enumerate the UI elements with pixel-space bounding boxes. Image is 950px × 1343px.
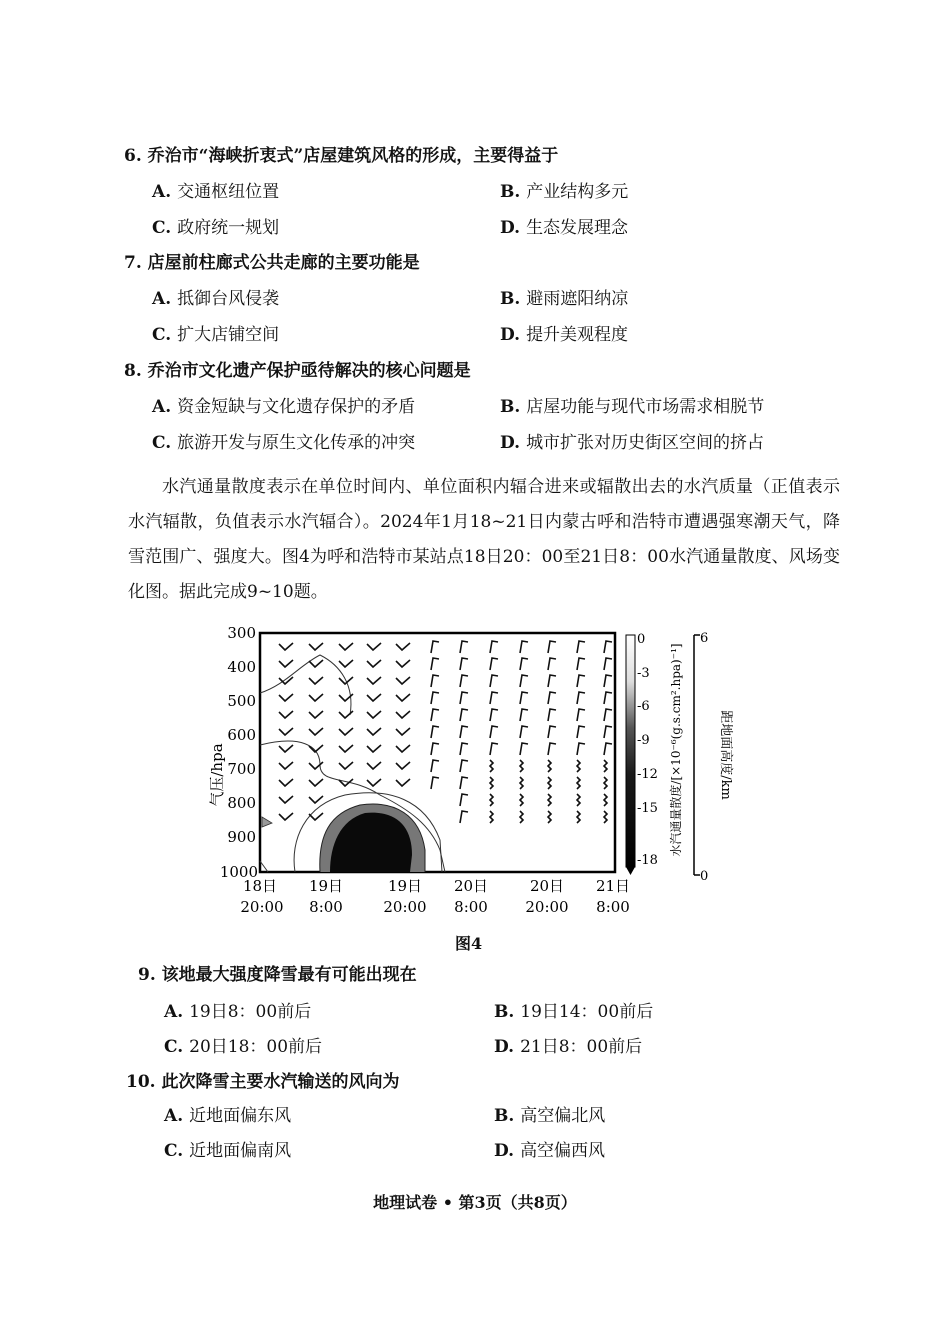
colorbar-tick: -12 [637, 767, 658, 782]
colorbar [626, 635, 635, 867]
question-stem: 此次降雪主要水汽输送的风向为 [161, 1072, 400, 1092]
question-number: 7. [124, 253, 142, 273]
question-10 [126, 1067, 400, 1092]
x-tick-time: 20:00 [240, 898, 284, 916]
page-footer: 地理试卷 • 第3页（共8页） [373, 1193, 577, 1212]
colorbar-tick: -15 [637, 801, 658, 816]
y-tick: 800 [227, 794, 256, 812]
height-tick: 0 [700, 869, 709, 884]
x-tick-day: 19日 [308, 877, 344, 895]
question-number: 9. [138, 965, 156, 985]
figure-caption: 图4 [455, 934, 483, 953]
option-9d[interactable]: D. 21日8：00前后 [494, 1037, 643, 1057]
option-6c[interactable]: C. 政府统一规划 [152, 218, 280, 238]
option-10d[interactable]: D. 高空偏西风 [494, 1141, 606, 1161]
option-6a[interactable]: A. 交通枢纽位置 [152, 182, 280, 202]
option-7d[interactable]: D. 提升美观程度 [500, 325, 629, 345]
question-stem: 店屋前柱廊式公共走廊的主要功能是 [147, 253, 420, 273]
option-7a[interactable]: A. 抵御台风侵袭 [152, 289, 280, 309]
option-6b[interactable]: B. 产业结构多元 [500, 182, 629, 202]
question-number: 8. [124, 361, 142, 381]
height-axis-label: 距地面高度/km [718, 710, 733, 800]
colorbar-tick-labels [637, 632, 658, 868]
y-tick: 400 [227, 658, 256, 676]
question-7 [124, 248, 420, 273]
question-stem: 乔治市“海峡折衷式”店屋建筑风格的形成，主要得益于 [147, 146, 559, 166]
option-10b[interactable]: B. 高空偏北风 [494, 1106, 606, 1126]
y-tick: 600 [227, 726, 256, 744]
colorbar-tick: -9 [637, 733, 650, 748]
option-6d[interactable]: D. 生态发展理念 [500, 218, 629, 238]
x-tick-day: 20日 [453, 877, 489, 895]
question-stem: 乔治市文化遗产保护亟待解决的核心问题是 [147, 361, 471, 381]
colorbar-tick: -6 [637, 699, 650, 714]
y-axis-label: 气压/hpa [208, 743, 226, 807]
question-stem: 该地最大强度降雪最有可能出现在 [161, 965, 417, 985]
option-8a[interactable]: A. 资金短缺与文化遗存保护的矛盾 [152, 397, 416, 417]
option-9b[interactable]: B. 19日14：00前后 [494, 1002, 654, 1022]
question-9 [138, 960, 417, 985]
x-tick-day: 20日 [529, 877, 565, 895]
option-10a[interactable]: A. 近地面偏东风 [164, 1106, 292, 1126]
y-tick: 900 [227, 828, 256, 846]
option-9a[interactable]: A. 19日8：00前后 [164, 1002, 312, 1022]
question-number: 10. [126, 1072, 156, 1092]
option-8c[interactable]: C. 旅游开发与原生文化传承的冲突 [152, 433, 416, 453]
colorbar-tick: -18 [637, 853, 658, 868]
y-tick: 500 [227, 692, 256, 710]
x-tick-day: 18日 [242, 877, 278, 895]
x-tick-day: 21日 [595, 877, 631, 895]
x-tick-time: 20:00 [525, 898, 569, 916]
question-number: 6. [124, 146, 142, 166]
y-tick: 700 [227, 760, 256, 778]
question-8 [124, 356, 471, 381]
y-tick: 1000 [219, 863, 258, 881]
colorbar-tick: -3 [637, 666, 650, 681]
x-tick-time: 20:00 [383, 898, 427, 916]
option-7c[interactable]: C. 扩大店铺空间 [152, 325, 280, 345]
option-8d[interactable]: D. 城市扩张对历史街区空间的挤占 [500, 433, 765, 453]
option-8b[interactable]: B. 店屋功能与现代市场需求相脱节 [500, 397, 765, 417]
x-tick-time: 8:00 [454, 898, 488, 916]
intro-paragraph: 水汽通量散度表示在单位时间内、单位面积内辐合进来或辐散出去的水汽质量（正值表示水汽辐散，负值表示水汽辐合）。2024年1月18~21日内蒙古呼和浩特市遭遇强寒潮天气，降雪范围广、强度大。图4为呼和浩特市某站点18日20：00至21日8：00水汽通量散度、风场变化图。据此完成9~10题。 [128, 477, 840, 602]
x-tick-time: 8:00 [309, 898, 343, 916]
y-tick: 300 [227, 625, 256, 642]
colorbar-label: 水汽通量散度/[×10⁻⁶(g.s.cm².hpa)⁻¹] [669, 643, 683, 857]
x-tick-day: 19日 [387, 877, 423, 895]
colorbar-tick: 0 [637, 632, 646, 647]
option-7b[interactable]: B. 避雨遮阳纳凉 [500, 289, 629, 309]
x-tick-time: 8:00 [596, 898, 630, 916]
question-6 [124, 141, 558, 166]
x-tick-labels [240, 877, 630, 916]
option-10c[interactable]: C. 近地面偏南风 [164, 1141, 292, 1161]
option-9c[interactable]: C. 20日18：00前后 [164, 1037, 323, 1057]
figure-4-chart [0, 625, 950, 925]
height-tick: 6 [700, 631, 709, 646]
